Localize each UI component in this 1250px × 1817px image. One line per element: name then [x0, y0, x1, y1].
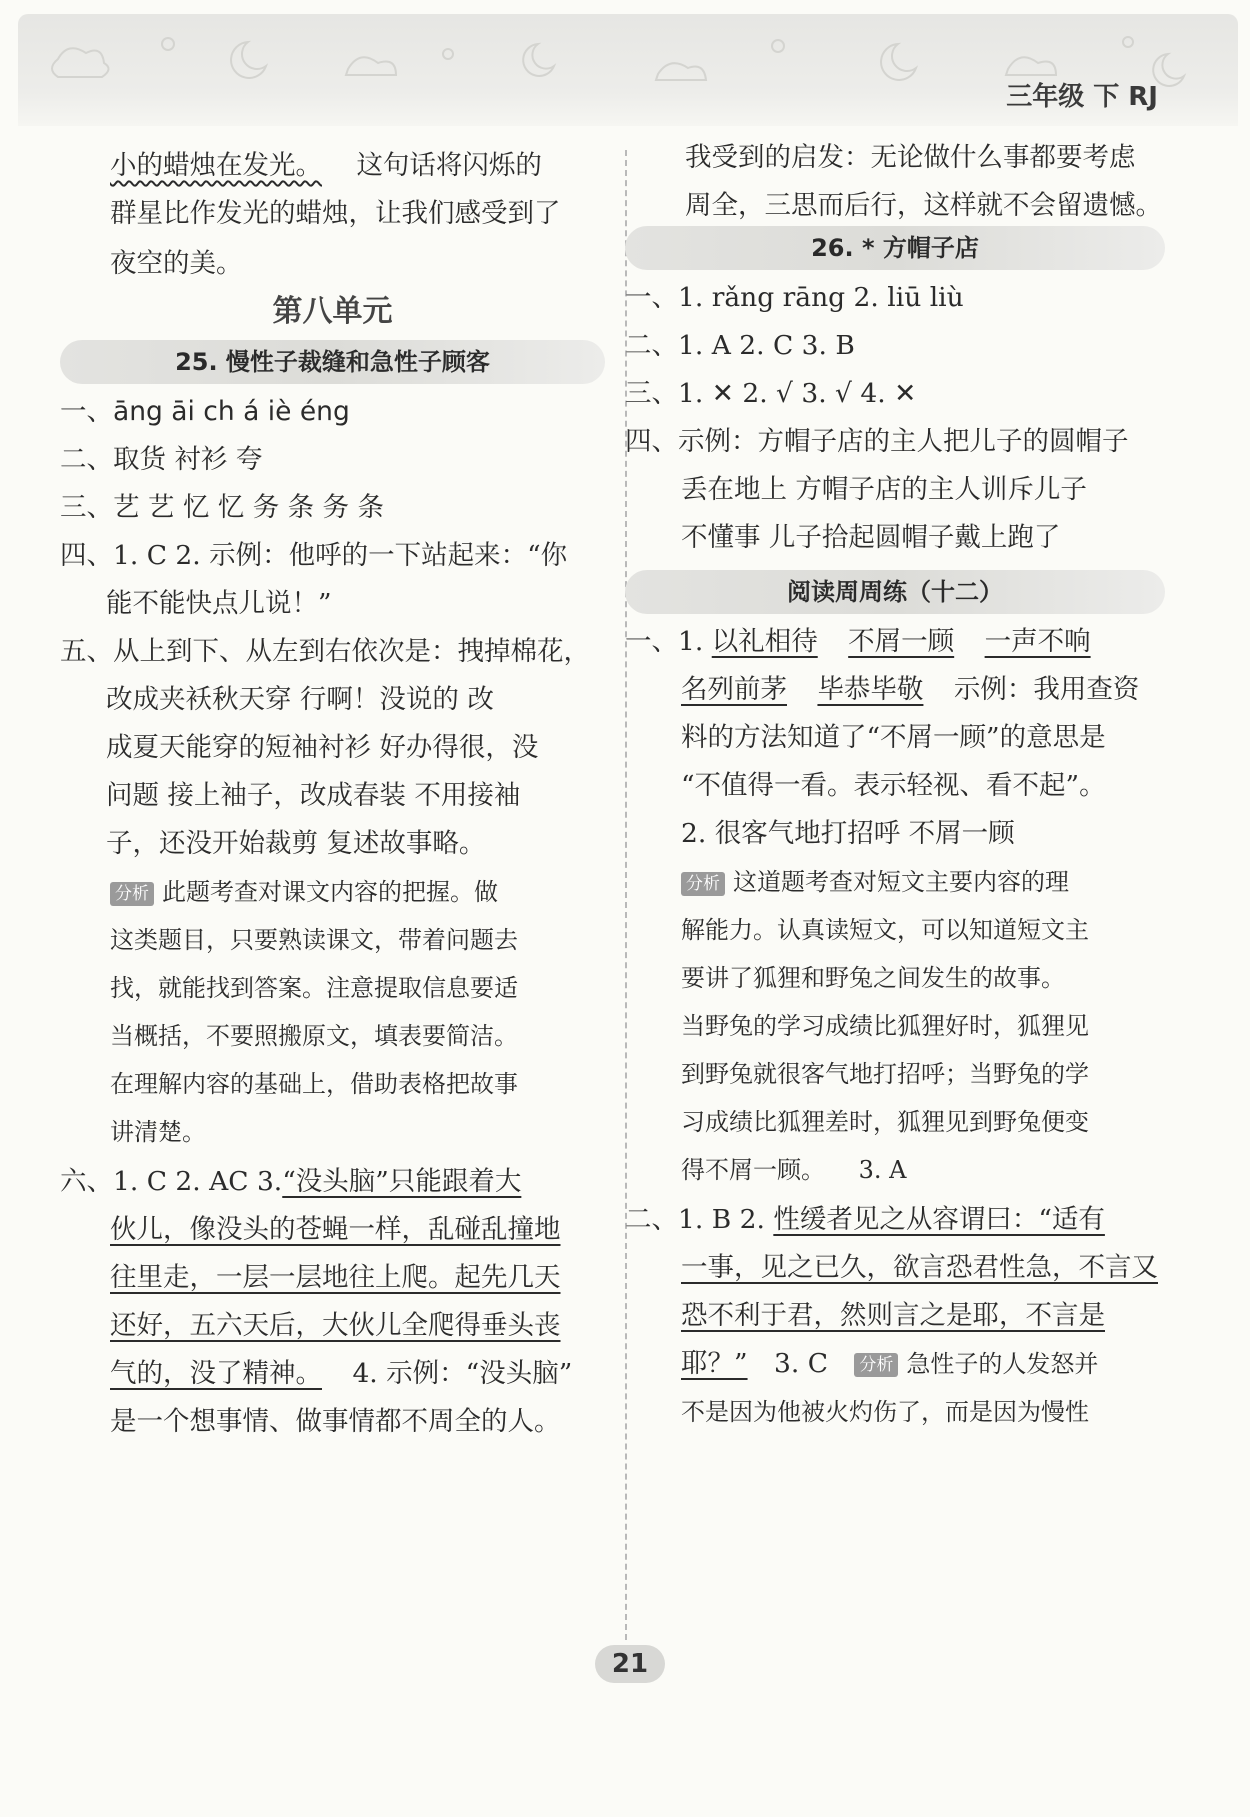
reading-q1 [681, 670, 1139, 710]
intro-quote: 小的蜡烛在发光。 [110, 150, 322, 181]
analysis-line: 当概括，不要照搬原文，填表要简洁。 [110, 1022, 518, 1050]
insight-line: 周全，三思而后行，这样就不会留遗憾。 [685, 190, 1162, 221]
answer-q6 [110, 1210, 561, 1250]
idiom-word: 毕恭毕敬 [817, 674, 924, 705]
answer-q2: 二、取货 衬衫 夸 [60, 444, 263, 475]
answer-q2: 二、1. A 2. C 3. B [625, 330, 855, 361]
analysis-line: 解能力。认真读短文，可以知道短文主 [681, 916, 1089, 944]
answer-q3: 三、1. ✕ 2. √ 3. √ 4. ✕ [625, 378, 917, 409]
lesson26-title: 26. * 方帽子店 [811, 234, 979, 262]
part2-underlined: 耶？” [681, 1348, 748, 1379]
idiom-word: 不屑一顾 [848, 626, 955, 657]
intro-line: 夜空的美。 [110, 248, 243, 279]
reading-part2 [681, 1344, 1098, 1384]
reading-q2: 2. 很客气地打招呼 不屑一顾 [681, 818, 1015, 849]
reading-title: 阅读周周练（十二） [787, 578, 1003, 606]
analysis-line: 当野兔的学习成绩比狐狸好时，狐狸见 [681, 1012, 1089, 1040]
answer-q4: 四、1. C 2. 示例：他呼的一下站起来：“你 [60, 540, 568, 571]
answer-q6 [110, 1258, 561, 1298]
answer-q4: 丢在地上 方帽子店的主人训斥儿子 [681, 474, 1087, 505]
answer-q6 [60, 1162, 521, 1202]
grade-label: 三年级 下 RJ [1006, 82, 1158, 112]
page-header [18, 14, 1238, 126]
reading-q3: 3. A [858, 1156, 907, 1184]
answer-q6-underlined: 气的，没了精神。 [110, 1358, 322, 1389]
lesson26-title-band [625, 226, 1165, 270]
reading-q1 [625, 622, 1091, 662]
idiom-word: 一声不响 [984, 626, 1091, 657]
answer-q3: 三、艺 艺 忆 忆 务 条 务 条 [60, 492, 384, 523]
idiom-word: 名列前茅 [681, 674, 787, 705]
analysis-line: 讲清楚。 [110, 1118, 206, 1146]
unit-title: 第八单元 [272, 294, 393, 329]
reading-q1-example: 示例：我用查资 [953, 674, 1140, 705]
insight-line: 我受到的启发：无论做什么事都要考虑 [685, 142, 1136, 173]
analysis-text: 得不屑一顾。 [681, 1156, 825, 1184]
answer-q6-underlined: 还好，五六天后，大伙儿全爬得垂头丧 [110, 1310, 561, 1341]
answer-q5: 五、从上到下、从左到右依次是：拽掉棉花， [60, 636, 590, 667]
page-number: 21 [595, 1645, 665, 1683]
reading-q1: 料的方法知道了“不屑一顾”的意思是 [681, 722, 1106, 753]
answer-q4: 四、示例：方帽子店的主人把儿子的圆帽子 [625, 426, 1129, 457]
answer-q6-tail: 4. 示例：“没头脑” [352, 1358, 573, 1389]
answer-q6-underlined: “没头脑”只能跟着大 [282, 1166, 522, 1197]
intro-line [110, 146, 542, 186]
lesson25-title: 25. 慢性子裁缝和急性子顾客 [175, 348, 490, 376]
analysis-line: 到野兔就很客气地打招呼；当野兔的学 [681, 1060, 1089, 1088]
reading-part2 [625, 1200, 1105, 1240]
part2-underlined: 恐不利于君，然则言之是耶，不言是 [681, 1300, 1105, 1331]
analysis-line: 不是因为他被火灼伤了，而是因为慢性 [681, 1398, 1089, 1426]
analysis-tag: 分析 [110, 882, 154, 906]
part2-prefix: 二、1. B 2. [625, 1204, 765, 1235]
analysis-line: 这类题目，只要熟读课文，带着问题去 [110, 926, 518, 954]
answer-q5: 问题 接上袖子，改成春装 不用接袖 [106, 780, 521, 811]
analysis-text: 这道题考查对短文主要内容的理 [733, 868, 1069, 896]
analysis-tag: 分析 [854, 1353, 898, 1377]
analysis-line: 习成绩比狐狸差时，狐狸见到野兔便变 [681, 1108, 1089, 1136]
part2-underlined: 性缓者见之从容谓曰：“适有 [773, 1204, 1105, 1235]
answer-q4: 能不能快点儿说！” [106, 588, 332, 619]
answer-q5: 改成夹袄秋天穿 行啊！没说的 改 [106, 684, 494, 715]
answer-q4: 不懂事 儿子拾起圆帽子戴上跑了 [681, 522, 1061, 553]
analysis-tag: 分析 [681, 872, 725, 896]
lesson25-title-band [60, 340, 605, 384]
reading-title-band [625, 570, 1165, 614]
part2-q3: 3. C [774, 1348, 828, 1379]
reading-part2 [681, 1296, 1105, 1336]
answer-q5: 成夏天能穿的短袖衬衫 好办得很，没 [106, 732, 539, 763]
analysis-line: 找，就能找到答案。注意提取信息要适 [110, 974, 518, 1002]
reading-part2 [681, 1248, 1158, 1288]
answer-q6: 是一个想事情、做事情都不周全的人。 [110, 1406, 561, 1437]
answer-q6-underlined: 往里走，一层一层地往上爬。起先几天 [110, 1262, 561, 1293]
analysis-line: 在理解内容的基础上，借助表格把故事 [110, 1070, 518, 1098]
intro-line: 群星比作发光的蜡烛，让我们感受到了 [110, 198, 561, 229]
answer-q1: 一、āng āi ch á iè éng [60, 396, 350, 427]
reading-q1: “不值得一看。表示轻视、看不起”。 [681, 770, 1106, 801]
analysis-line [110, 872, 498, 912]
part2-underlined: 一事，见之已久，欲言恐君性急，不言又 [681, 1252, 1158, 1283]
answer-q5: 子，还没开始裁剪 复述故事略。 [106, 828, 486, 859]
analysis-line: 要讲了狐狸和野兔之间发生的故事。 [681, 964, 1065, 992]
answer-q6-prefix: 六、1. C 2. AC 3. [60, 1166, 283, 1197]
analysis-line [681, 1150, 907, 1190]
answer-q6 [110, 1306, 561, 1346]
analysis-line [681, 862, 1069, 902]
analysis-text: 急性子的人发怒并 [906, 1350, 1099, 1378]
reading-q1-prefix: 一、1. [625, 626, 704, 657]
analysis-text: 此题考查对课文内容的把握。做 [162, 878, 498, 906]
idiom-word: 以礼相待 [711, 626, 818, 657]
intro-text: 这句话将闪烁的 [356, 150, 542, 181]
answer-q6 [110, 1354, 572, 1394]
answer-q1: 一、1. rǎng rāng 2. liū liù [625, 282, 964, 313]
answer-q6-underlined: 伙儿，像没头的苍蝇一样，乱碰乱撞地 [110, 1214, 561, 1245]
